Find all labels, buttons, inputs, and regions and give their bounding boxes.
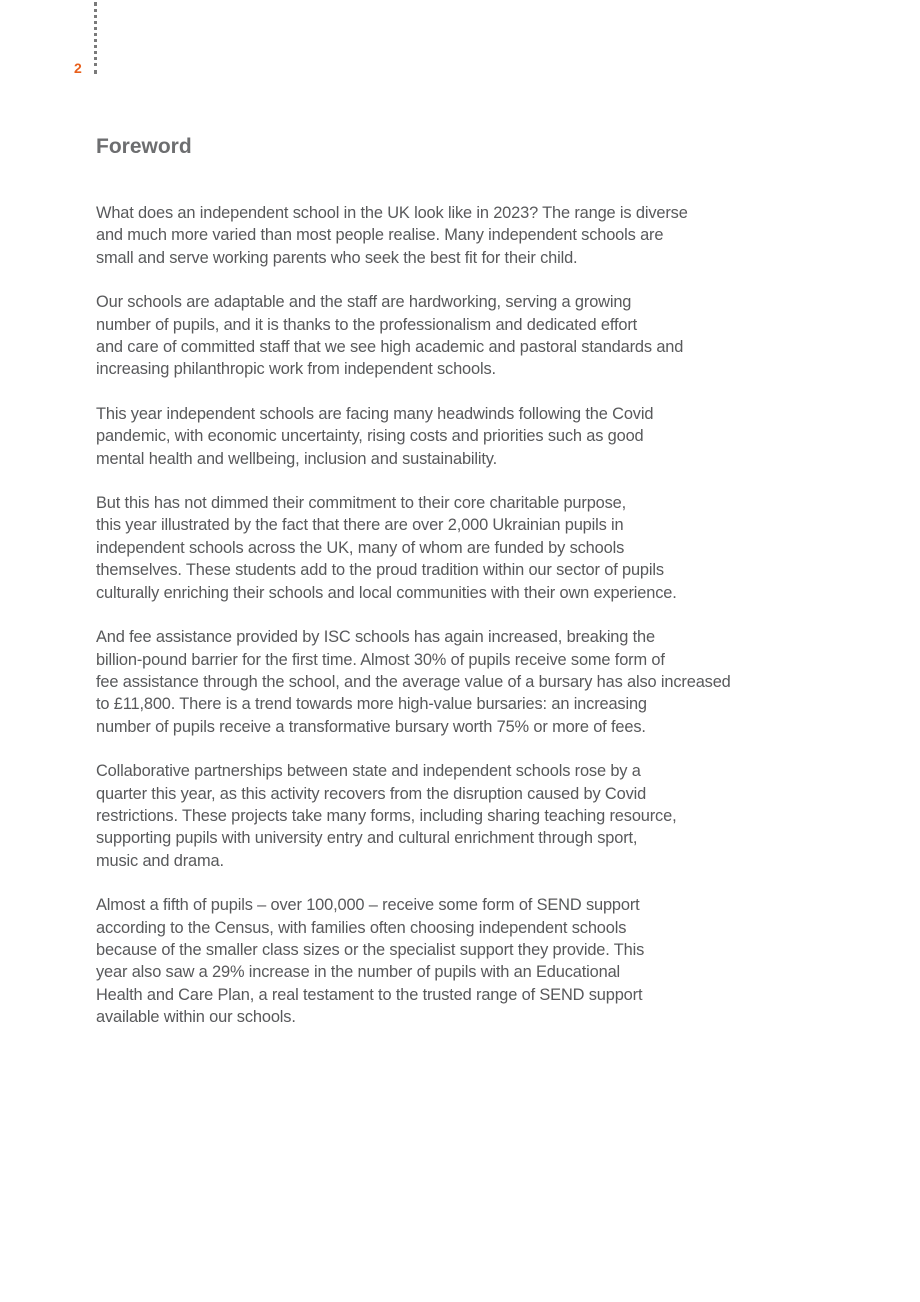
foreword-body: [96, 202, 746, 1051]
paragraph: Almost a fifth of pupils – over 100,000 – receive some form of SEND support according to the Census, with families often choosing independent schools because of the smaller class sizes or the specialist support they provide. This year also saw a 29% increase in the number of pupils with an Educational Health and Care Plan, a real testament to the trusted range of SEND support available within our schools.: [96, 896, 645, 1027]
paragraph: And fee assistance provided by ISC schools has again increased, breaking the billion-pound barrier for the first time. Almost 30% of pupils receive some form of fee assistance through the school, and the average value of a bursary has also increased to £11,800. There is a trend towards more high-value bursaries: an increasing number of pupils receive a transformative bursary worth 75% or more of fees.: [96, 628, 731, 736]
paragraph: What does an independent school in the UK look like in 2023? The range is diverse and much more varied than most people realise. Many independent schools are small and serve working parents who seek the best fit for their child.: [96, 204, 688, 267]
paragraph: Collaborative partnerships between state and independent schools rose by a quarter this year, as this activity recovers from the disruption caused by Covid restrictions. These projects take many forms, including sharing teaching resource, supporting pupils with university entry and cultural enrichment through sport, music and drama.: [96, 762, 677, 870]
paragraph: But this has not dimmed their commitment to their core charitable purpose, this year illustrated by the fact that there are over 2,000 Ukrainian pupils in independent schools across the UK, many of whom are funded by schools themselves. These students add to the proud tradition within our sector of pupils culturally enriching their schools and local communities with their own experience.: [96, 494, 677, 602]
paragraph: This year independent schools are facing many headwinds following the Covid pandemic, with economic uncertainty, rising costs and priorities such as good mental health and wellbeing, inclusion and sustainability.: [96, 404, 654, 468]
dotted-margin-rule: [94, 2, 97, 74]
paragraph: Our schools are adaptable and the staff are hardworking, serving a growing number of pupils, and it is thanks to the professionalism and dedicated effort and care of committed staff that we see high academic and pastoral standards and increasing philanthropic work from independent schools.: [96, 293, 684, 379]
page-number: 2: [74, 60, 82, 76]
page-title: Foreword: [96, 135, 192, 158]
